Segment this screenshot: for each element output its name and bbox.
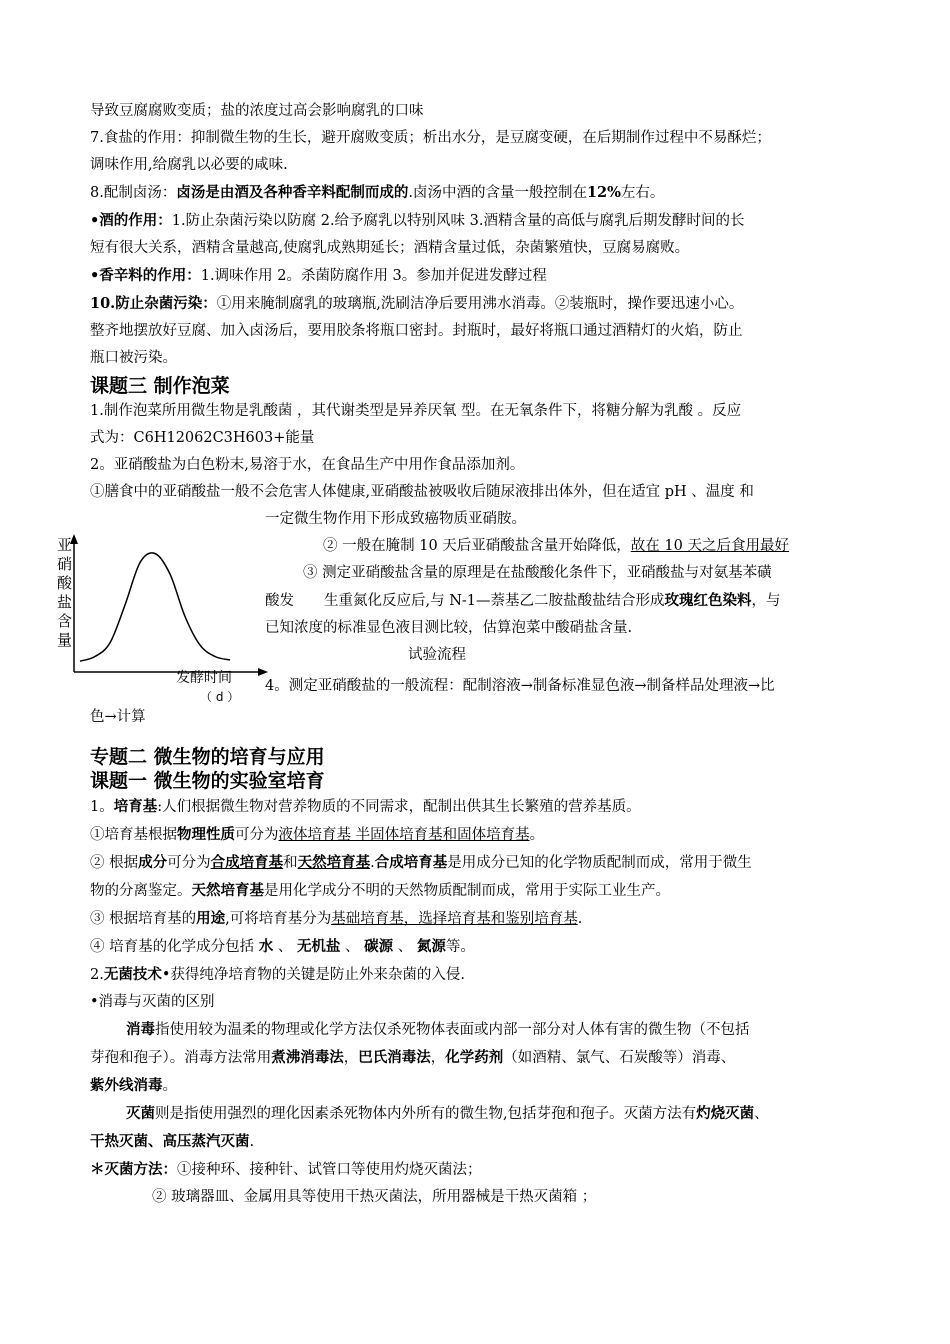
text-line: •酒的作用：1.防止杂菌污染以防腐 2.给予腐乳以特别风味 3.酒精含量的高低与腐乳后期发酵时间的长 <box>90 212 745 229</box>
x-axis-label: 发酵时间 <box>176 670 232 686</box>
y-axis-label <box>57 536 73 649</box>
text-line: 物的分离鉴定。天然培育基是用化学成分不明的天然物质配制而成，常用于实际工业生产。 <box>90 882 670 899</box>
text-line: ② 一般在腌制 10 天后亚硝酸盐含量开始降低，故在 10 天之后食用最好 <box>323 538 789 554</box>
text-line: ④ 培育基的化学成分包括 水 、 无机盐 、 碳源 、 氮源等。 <box>90 938 475 955</box>
text-line: 一定微生物作用下形成致癌物质亚硝胺。 <box>265 511 526 527</box>
text-line: ①膳食中的亚硝酸盐一般不会危害人体健康,亚硝酸盐被吸收后随尿液排出体外，但在适宜 pH 、温度 和 <box>90 484 754 500</box>
text-line: 色→计算 <box>90 709 146 725</box>
text-line: 2.无菌技术•获得纯净培育物的关键是防止外来杂菌的入侵. <box>90 966 466 983</box>
y-axis-label-char: 硝 <box>57 555 73 573</box>
y-axis-label-char: 量 <box>57 631 73 649</box>
section-heading: 课题一 微生物的实验室培育 <box>90 770 325 792</box>
text-line: 短有很大关系，酒精含量越高,使腐乳成熟期延长；酒精含量过低，杂菌繁殖快，豆腐易腐败。 <box>90 240 690 256</box>
x-axis-unit: （ d ） <box>200 690 240 704</box>
text-line: 整齐地摆放好豆腐、加入卤汤后，要用胶条将瓶口密封。封瓶时，最好将瓶口通过酒精灯的火焰，防止 <box>90 323 743 339</box>
text-line: 1.制作泡菜所用微生物是乳酸菌 ，其代谢类型是异养厌氧 型。在无氧条件下，将糖分解为乳酸 。反应 <box>90 403 742 419</box>
text-line: 消毒指使用较为温柔的物理或化学方法仅杀死物体表面或内部一部分对人体有害的微生物（不包括 <box>126 1021 750 1038</box>
chapter-heading: 专题二 微生物的培育与应用 <box>90 746 325 768</box>
text-line: •消毒与灭菌的区别 <box>90 994 215 1010</box>
text-line: 灭菌则是指使用强烈的理化因素杀死物体内外所有的微生物,包括芽孢和孢子。灭菌方法有灼烧灭菌、 <box>126 1105 769 1122</box>
text-line: 调味作用,给腐乳以必要的咸味. <box>90 157 288 173</box>
text-line: 干热灭菌、高压蒸汽灭菌. <box>90 1133 255 1150</box>
text-line: 瓶口被污染。 <box>90 350 177 366</box>
text-line: ③ 根据培育基的用途,可将培育基分为基础培育基，选择培育基和鉴别培育基. <box>90 910 583 927</box>
text-line: 1。培育基:人们根据微生物对营养物质的不同需求，配制出供其生长繁殖的营养基质。 <box>90 798 641 815</box>
text-line: 酸发 生重氮化反应后,与 N-1—萘基乙二胺盐酸盐结合形成玫瑰红色染料，与 <box>265 592 781 609</box>
text-line: ② 根据成分可分为合成培育基和天然培育基.合成培育基是用成分已知的化学物质配制而成，常用于微生 <box>90 854 752 871</box>
text-line: ＊灭菌方法：①接种环、接种针、试管口等使用灼烧灭菌法； <box>90 1161 482 1178</box>
text-line: 导致豆腐腐败变质；盐的浓度过高会影响腐乳的口味 <box>90 103 424 119</box>
text-line: 芽孢和孢子）。消毒方法常用煮沸消毒法，巴氏消毒法，化学药剂（如酒精、氯气、石炭酸等）消毒、 <box>90 1049 736 1066</box>
text-line: 8.配制卤汤：卤汤是由酒及各种香辛料配制而成的.卤汤中酒的含量一般控制在12%左右。 <box>90 184 665 201</box>
text-line: 7.食盐的作用：抑制微生物的生长，避开腐败变质；析出水分，是豆腐变硬，在后期制作过程中不易酥烂； <box>90 130 771 146</box>
text-line: ①培育基根据物理性质可分为液体培育基 半固体培育基和固体培育基。 <box>90 826 545 843</box>
text-line: 4。测定亚硝酸盐的一般流程：配制溶液→制备标准显色液→制备样品处理液→比 <box>265 678 775 694</box>
text-line: •香辛料的作用：1.调味作用 2。杀菌防腐作用 3。参加并促进发酵过程 <box>90 267 547 284</box>
y-axis-label-char: 含 <box>57 612 73 630</box>
text-line: 试验流程 <box>408 647 466 663</box>
section-heading: 课题三 制作泡菜 <box>90 375 230 397</box>
document-body <box>90 98 870 1211</box>
text-line: 式为：C6H12062C3H603+能量 <box>90 430 315 446</box>
y-axis-label-char: 亚 <box>57 536 73 554</box>
text-line: ③ 测定亚硝酸盐含量的原理是在盐酸酸化条件下，亚硝酸盐与对氨基苯磺 <box>303 565 772 581</box>
y-axis-label-char: 酸 <box>57 574 73 592</box>
text-line: 2。亚硝酸盐为白色粉末,易溶于水，在食品生产中用作食品添加剂。 <box>90 457 525 473</box>
text-line: ② 玻璃器皿、金属用具等使用干热灭菌法，所用器械是干热灭菌箱 ； <box>152 1189 597 1205</box>
text-line: 已知浓度的标准显色液目测比较，估算泡菜中酸硝盐含量. <box>265 620 633 636</box>
y-axis-label-char: 盐 <box>57 593 73 611</box>
text-line: 10.防止杂菌污染：①用来腌制腐乳的玻璃瓶,洗刷洁净后要用沸水消毒。②装瓶时，操作要迅速小心。 <box>90 295 744 312</box>
text-line: 紫外线消毒。 <box>90 1077 177 1094</box>
